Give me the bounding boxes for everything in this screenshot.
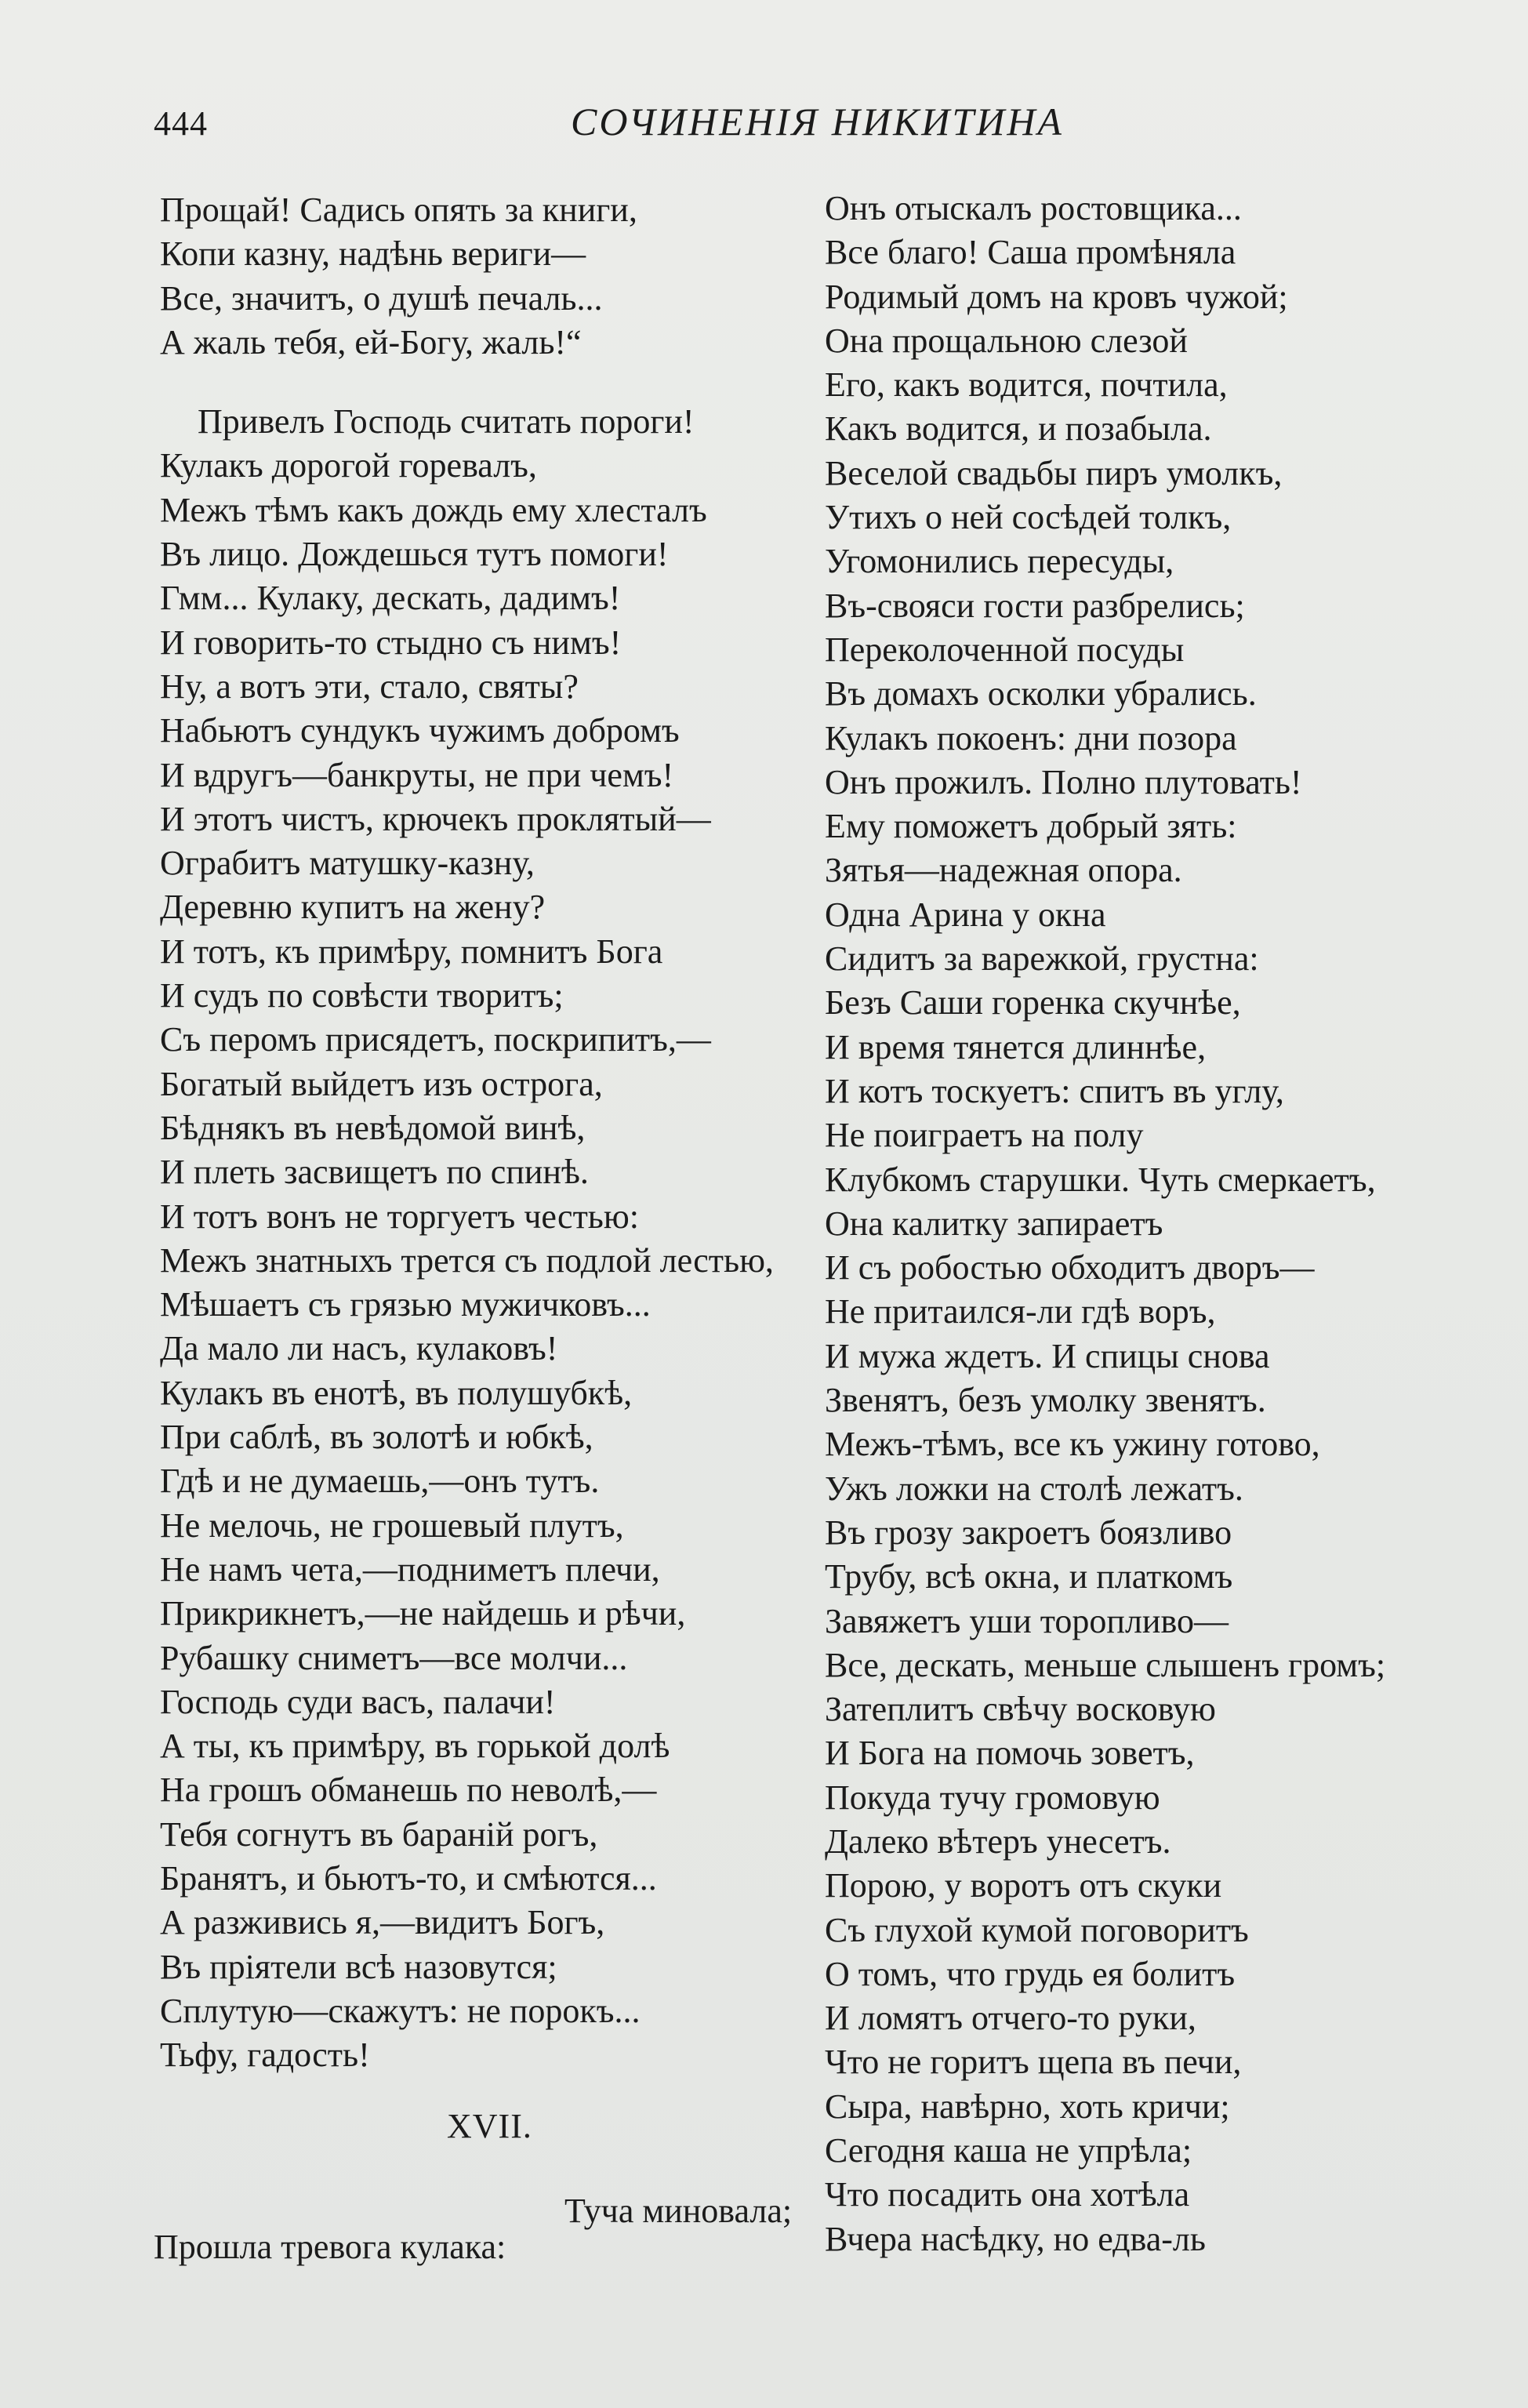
verse-line: Туча миновала;: [564, 2192, 793, 2230]
verse-line: Ограбитъ матушку-казну,: [160, 844, 535, 883]
verse-line: Переколоченной посуды: [825, 630, 1185, 669]
verse-line: И судъ по совѣсти творитъ;: [160, 976, 564, 1015]
verse-line: Бѣднякъ въ невѣдомой винѣ,: [160, 1108, 586, 1147]
verse-line: И время тянется длиннѣе,: [825, 1027, 1207, 1066]
verse-line: Межъ-тѣмъ, все къ ужину готово,: [825, 1425, 1320, 1464]
verse-line: Въ домахъ осколки убрались.: [825, 674, 1257, 714]
left-column: [160, 188, 774, 2077]
verse-line: Съ перомъ присядетъ, поскрипитъ,—: [160, 1020, 711, 1059]
verse-line: И Бога на помочь зоветъ,: [825, 1734, 1195, 1773]
verse-line: И вдругъ—банкруты, не при чемъ!: [160, 755, 674, 794]
verse-line: А ты, къ примѣру, въ горькой долѣ: [160, 1727, 670, 1766]
verse-line: Ему поможетъ добрый зять:: [825, 807, 1237, 846]
verse-line: О томъ, что грудь ея болитъ: [825, 1954, 1236, 1993]
verse-line: Кулакъ покоенъ: дни позора: [825, 718, 1237, 757]
verse-line: Съ глухой кумой поговоритъ: [825, 1910, 1249, 1949]
verse-line: Веселой свадьбы пиръ умолкъ,: [825, 453, 1283, 492]
verse-line: Какъ водится, и позабыла.: [825, 409, 1212, 449]
verse-line: Покуда тучу громовую: [825, 1778, 1160, 1817]
verse-line: Не притаился-ли гдѣ воръ,: [825, 1292, 1216, 1331]
verse-line: Все, значитъ, о душѣ печаль...: [160, 278, 603, 318]
verse-line: Тьфу, гадость!: [160, 2036, 370, 2075]
verse-line: Она прощальною слезой: [825, 321, 1188, 360]
verse-line: Гмм... Кулаку, дескать, дадимъ!: [160, 579, 621, 618]
verse-line: И ломятъ отчего-то руки,: [825, 1999, 1196, 2038]
verse-line: И котъ тоскуетъ: спитъ въ углу,: [825, 1071, 1284, 1110]
verse-line: А жаль тебя, ей-Богу, жаль!“: [160, 322, 582, 361]
verse-line: Межъ тѣмъ какъ дождь ему хлесталъ: [160, 490, 707, 529]
verse-line: Она калитку запираетъ: [825, 1204, 1163, 1243]
verse-line: Клубкомъ старушки. Чуть смеркаетъ,: [825, 1160, 1376, 1199]
verse-line: Ужъ ложки на столѣ лежатъ.: [825, 1469, 1243, 1508]
verse-line: Кулакъ дорогой горевалъ,: [160, 446, 537, 485]
verse-line: Въ-свояси гости разбрелись;: [825, 586, 1245, 625]
verse-line: Утихъ о ней сосѣдей толкъ,: [825, 498, 1232, 537]
verse-line: А разживись я,—видитъ Богъ,: [160, 1903, 605, 1942]
verse-line: Трубу, всѣ окна, и платкомъ: [825, 1557, 1233, 1596]
verse-line: Порою, у воротъ отъ скуки: [825, 1866, 1222, 1905]
stanza-gap: [160, 365, 774, 400]
verse-line: Онъ прожилъ. Полно плутовать!: [825, 762, 1302, 801]
verse-line: Что посадить она хотѣла: [825, 2175, 1190, 2214]
verse-line: Сидитъ за варежкой, грустна:: [825, 939, 1259, 979]
verse-line: Набьютъ сундукъ чужимъ добромъ: [160, 711, 680, 750]
verse-line: Мѣшаетъ съ грязью мужичковъ...: [160, 1285, 651, 1324]
verse-line: Одна Арина у окна: [825, 895, 1106, 934]
verse-line: Въ пріятели всѣ назовутся;: [160, 1947, 557, 1986]
verse-line: Сегодня каша не упрѣла;: [825, 2131, 1192, 2170]
verse-line: И мужа ждетъ. И спицы снова: [825, 1336, 1270, 1375]
verse-line: Звенятъ, безъ умолку звенятъ.: [825, 1381, 1266, 1420]
verse-line: И говорить-то стыдно съ нимъ!: [160, 623, 622, 662]
running-title: СОЧИНЕНІЯ НИКИТИНА: [571, 100, 1064, 143]
verse-line: И тотъ вонъ не торгуетъ честью:: [160, 1197, 639, 1236]
verse-line: Сплутую—скажутъ: не порокъ...: [160, 1991, 641, 2030]
verse-line: На грошъ обманешь по неволѣ,—: [160, 1771, 657, 1810]
verse-line: Онъ отыскалъ ростовщика...: [825, 189, 1242, 227]
verse-line: Безъ Саши горенка скучнѣе,: [825, 983, 1241, 1022]
verse-line: Его, какъ водится, почтила,: [825, 365, 1228, 405]
verse-line: Не мелочь, не грошевый плутъ,: [160, 1505, 624, 1545]
verse-line: Вчера насѣдку, но едва-ль: [825, 2219, 1206, 2258]
verse-line: И съ робостью обходитъ дворъ—: [825, 1248, 1315, 1288]
verse-line: Зятья—надежная опора.: [825, 851, 1182, 890]
verse-line: Прошла тревога кулака:: [154, 2228, 506, 2266]
verse-line: И этотъ чистъ, крючекъ проклятый—: [160, 799, 711, 838]
verse-line: Ну, а вотъ эти, стало, святы?: [160, 666, 579, 706]
verse-line: Господь суди васъ, палачи!: [160, 1682, 556, 1721]
verse-line: Угомонились пересуды,: [825, 542, 1174, 581]
verse-line: Привелъ Господь считать пороги!: [198, 402, 695, 441]
verse-line: И плеть засвищетъ по спинѣ.: [160, 1153, 589, 1192]
verse-line: Копи казну, надѣнь вериги—: [160, 234, 586, 274]
verse-line: Въ лицо. Дождешься тутъ помоги!: [160, 535, 669, 574]
verse-line: Далеко вѣтеръ унесетъ.: [825, 1821, 1171, 1861]
verse-line: Все, дескать, меньше слышенъ громъ;: [825, 1645, 1386, 1684]
verse-line: Кулакъ въ енотѣ, въ полушубкѣ,: [160, 1373, 633, 1412]
verse-line: При саблѣ, въ золотѣ и юбкѣ,: [160, 1418, 593, 1457]
verse-line: Тебя согнутъ въ бараній рогъ,: [160, 1814, 598, 1854]
verse-line: Сыра, навѣрно, хоть кричи;: [825, 2087, 1230, 2126]
verse-line: Прощай! Садись опять за книги,: [160, 191, 637, 229]
verse-line: Завяжетъ уши торопливо—: [825, 1601, 1229, 1640]
verse-line: Прикрикнетъ,—не найдешь и рѣчи,: [160, 1594, 686, 1633]
verse-line: Деревню купитъ на жену?: [160, 888, 546, 927]
verse-line: Что не горитъ щепа въ печи,: [825, 2043, 1242, 2082]
verse-line: Бранятъ, и бьютъ-то, и смѣются...: [160, 1858, 657, 1898]
verse-line: И тотъ, къ примѣру, помнитъ Бога: [160, 932, 663, 971]
right-column: [825, 187, 1385, 2261]
verse-line: Затеплитъ свѣчу восковую: [825, 1690, 1216, 1729]
section-number: XVII.: [447, 2107, 532, 2145]
verse-line: Гдѣ и не думаешь,—онъ тутъ.: [160, 1462, 600, 1501]
verse-line: Рубашку сниметъ—все молчи...: [160, 1638, 628, 1677]
verse-line: Да мало ли насъ, кулаковъ!: [160, 1329, 558, 1368]
verse-line: Не поиграетъ на полу: [825, 1116, 1144, 1155]
verse-line: Межъ знатныхъ трется съ подлой лестью,: [160, 1240, 774, 1280]
verse-line: Не намъ чета,—подниметъ плечи,: [160, 1549, 660, 1589]
page-number: 444: [154, 104, 208, 143]
verse-line: Богатый выйдетъ изъ острога,: [160, 1064, 603, 1103]
verse-line: Родимый домъ на кровъ чужой;: [825, 277, 1288, 316]
verse-line: Все благо! Саша промѣняла: [825, 233, 1236, 272]
verse-line: Въ грозу закроетъ боязливо: [825, 1513, 1232, 1552]
